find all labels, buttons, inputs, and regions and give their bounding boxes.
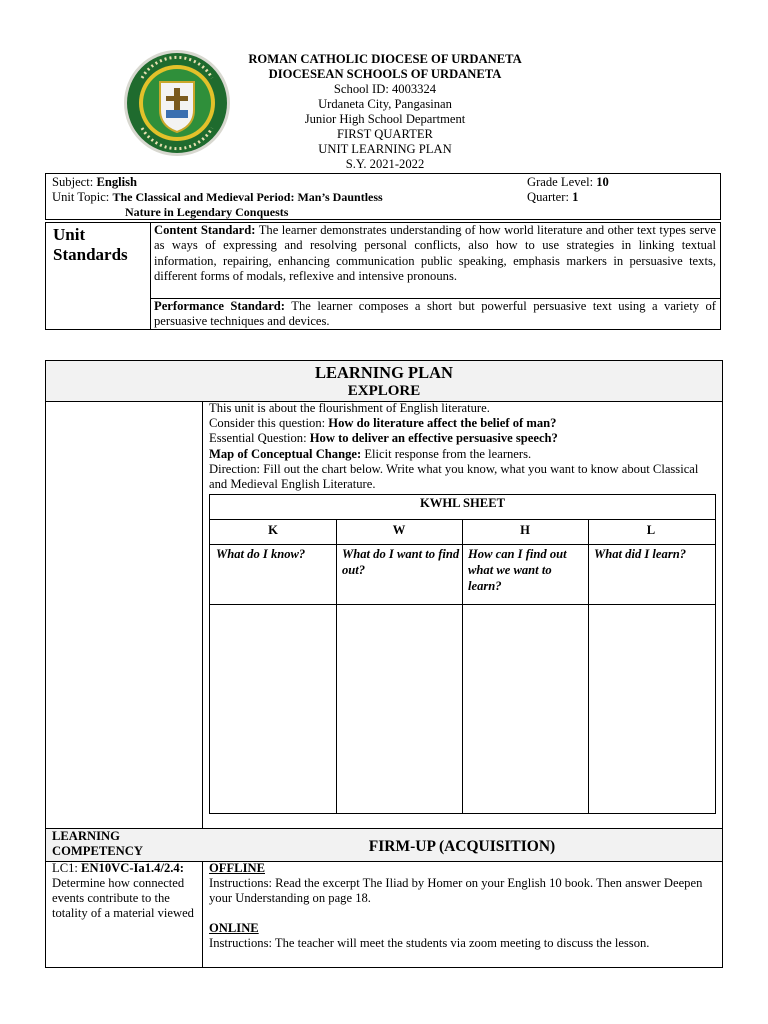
kwhl-question-l: What did I learn?: [594, 547, 687, 561]
map-label: Map of Conceptual Change:: [209, 446, 362, 461]
map-text: Elicit response from the learners.: [361, 446, 532, 461]
unit-intro: This unit is about the flourishment of English literature.: [209, 401, 490, 415]
learning-plan-table: [45, 360, 723, 968]
performance-standard-text: The learner composes a short but powerful persuasive text using a variety of persuasive techniques and devices.: [154, 299, 716, 329]
offline-label: OFFLINE: [209, 861, 265, 875]
subject-info-box: [45, 173, 721, 220]
kwhl-question-h: How can I find out what we want to learn?: [468, 547, 567, 593]
kwhl-title: KWHL SHEET: [210, 495, 715, 520]
unit-standards-title-line2: Standards: [53, 245, 128, 264]
explore-section-text: [209, 401, 719, 492]
essential-question: [209, 431, 719, 446]
explore-subtitle: EXPLORE: [347, 383, 421, 399]
learning-plan-header: [46, 361, 722, 402]
content-standard-text: The learner demonstrates understanding of how world literature and other text types serve as ways of expressing and resolving personal conflicts, also how to use strategies in linking textual information, repairing, enhancing communication public speaking, emphasis markers in persuasive texts, different forms of modals, reflexive and intensive pronouns.: [154, 223, 716, 283]
content-standard: [154, 223, 716, 284]
content-standard-label: Content Standard:: [154, 223, 256, 237]
quarter-line: [527, 190, 578, 205]
grade-level-value: 10: [596, 175, 609, 189]
quarter-value: 1: [572, 190, 579, 204]
grade-level-line: [527, 175, 609, 190]
school-id: School ID: 4003324: [333, 82, 437, 96]
learning-competency-header-line2: COMPETENCY: [52, 844, 143, 858]
online-label: ONLINE: [209, 921, 259, 935]
school-system-name: DIOCESEAN SCHOOLS OF URDANETA: [268, 67, 502, 81]
essential-label: Essential Question:: [209, 431, 310, 446]
kwhl-answer-cell-h[interactable]: [462, 604, 588, 813]
subject-value: English: [96, 175, 138, 189]
quarter-label: Quarter:: [527, 190, 573, 204]
subject-line: [52, 175, 137, 190]
kwhl-header-w: W: [392, 523, 406, 537]
firm-up-header-row: [46, 828, 722, 862]
school-city: Urdaneta City, Pangasinan: [318, 97, 452, 111]
column-divider: [202, 401, 203, 967]
essential-text: How to deliver an effective persuasive speech?: [309, 431, 558, 446]
unit-topic-continuation: Nature in Legendary Conquests: [125, 205, 289, 219]
kwhl-header-l: L: [646, 523, 656, 537]
consider-text: How do literature affect the belief of man?: [328, 416, 557, 431]
school-year: S.Y. 2021-2022: [345, 157, 425, 171]
consider-question: [209, 416, 719, 431]
learning-competency-header: [52, 829, 143, 859]
kwhl-header-h: H: [520, 523, 530, 537]
kwhl-question-k: What do I know?: [216, 547, 306, 561]
chart-direction: Direction: Fill out the chart below. Write what you know, what you want to know about Classical and Medieval English Literature.: [209, 461, 699, 492]
kwhl-answer-cell-w[interactable]: [336, 604, 462, 813]
lc-prefix: LC1:: [52, 861, 82, 875]
column-divider: [150, 223, 151, 329]
kwhl-answer-cell-k[interactable]: [210, 604, 336, 813]
school-department: Junior High School Department: [304, 112, 466, 126]
learning-competency-header-line1: LEARNING: [52, 829, 120, 843]
lc-description: Determine how connected events contribute to the totality of a material viewed: [52, 876, 194, 920]
unit-topic-label: Unit Topic:: [52, 190, 113, 204]
unit-standards-title-line1: Unit: [53, 225, 86, 244]
document-header: [180, 52, 590, 172]
unit-topic-line: [52, 190, 383, 205]
kwhl-header-k: K: [268, 523, 278, 537]
kwhl-question-w: What do I want to find out?: [342, 547, 460, 577]
plan-heading: UNIT LEARNING PLAN: [318, 142, 452, 156]
grade-level-label: Grade Level:: [527, 175, 597, 189]
online-instructions: Instructions: The teacher will meet the students via zoom meeting to discuss the lesson.: [209, 936, 650, 950]
firm-up-title: FIRM-UP (ACQUISITION): [368, 838, 556, 855]
unit-standards-table: [45, 222, 721, 330]
learning-plan-title: LEARNING PLAN: [315, 363, 453, 382]
offline-instructions: Instructions: Read the excerpt The Iliad by Homer on your English 10 book. Then answer Deepen your Understanding on page 18.: [209, 876, 703, 905]
learning-competency-text: [52, 861, 200, 921]
performance-standard: [154, 299, 716, 330]
quarter-heading: FIRST QUARTER: [337, 127, 433, 141]
unit-topic-value: The Classical and Medieval Period: Man’s Dauntless: [112, 190, 383, 204]
firm-up-content: [209, 861, 719, 951]
subject-label: Subject:: [52, 175, 97, 189]
unit-standards-title: [53, 225, 128, 265]
kwhl-sheet: [209, 494, 716, 814]
performance-standard-label: Performance Standard:: [154, 299, 285, 313]
diocese-name: ROMAN CATHOLIC DIOCESE OF URDANETA: [248, 52, 522, 66]
conceptual-change-map: [209, 447, 719, 462]
lc-code: EN10VC-Ia1.4/2.4:: [81, 861, 184, 875]
consider-label: Consider this question:: [209, 416, 329, 431]
kwhl-answer-cell-l[interactable]: [588, 604, 715, 813]
